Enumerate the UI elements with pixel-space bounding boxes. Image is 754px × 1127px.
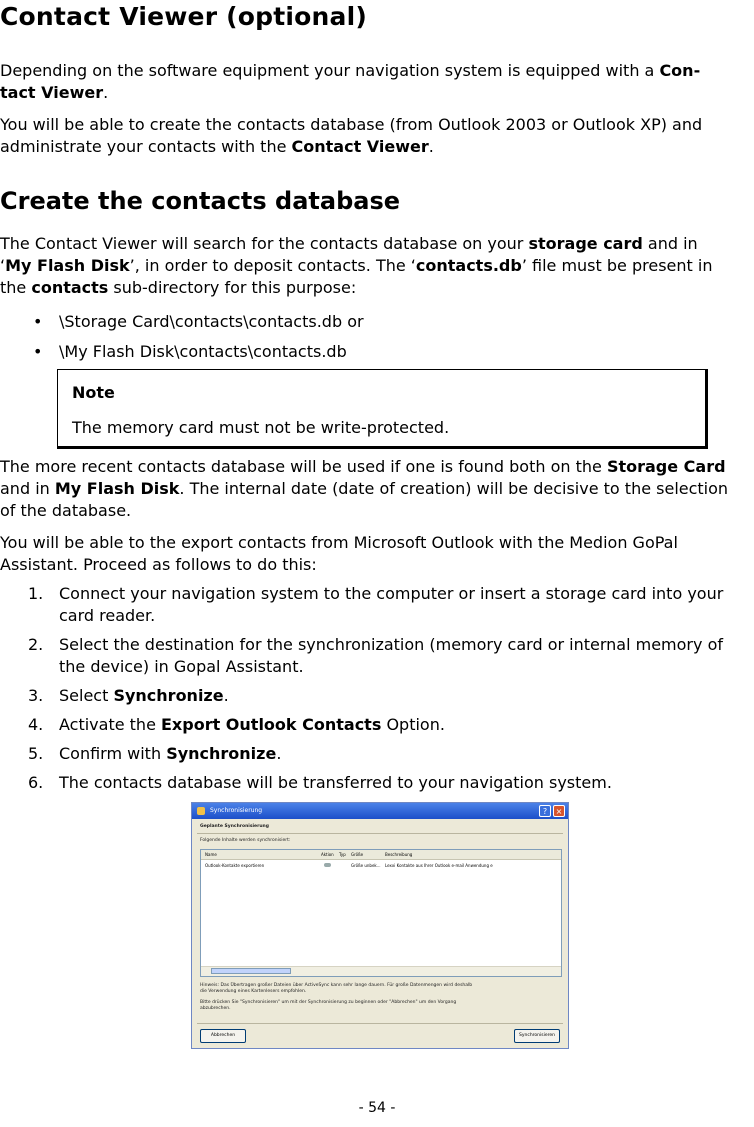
scrollbar-thumb xyxy=(211,968,291,974)
intro-p2-end: . xyxy=(428,137,434,156)
app-icon xyxy=(197,807,205,815)
synchronization-dialog-screenshot xyxy=(191,802,569,1049)
step-4-start: Activate the xyxy=(59,715,161,734)
row-name: Outlook-Kontakte exportieren xyxy=(205,863,265,868)
step-5-end: . xyxy=(276,744,282,763)
help-icon: ? xyxy=(539,805,551,817)
sync-status-icon xyxy=(324,863,331,867)
step-number: 4. xyxy=(28,715,44,734)
step-text xyxy=(59,583,749,627)
dialog-hint-line-4: abzubrechen. xyxy=(200,1006,231,1011)
intro-p1-text: Depending on the software equipment your navigation system is equipped with a xyxy=(0,61,660,80)
step-5-start: Confirm with xyxy=(59,744,167,763)
recent-l2-bold: My Flash Disk xyxy=(54,479,180,498)
dialog-divider xyxy=(197,833,563,834)
create-l3: the xyxy=(0,278,32,297)
create-l3-end: sub-directory for this purpose: xyxy=(108,278,357,297)
step-3-end: . xyxy=(223,686,229,705)
create-paragraph xyxy=(0,233,752,299)
create-l2-quote: ‘ xyxy=(0,256,6,275)
create-l1-end: and in xyxy=(642,234,698,253)
horizontal-scrollbar xyxy=(201,966,561,976)
export-l2: Assistant. Proceed as follows to do this: xyxy=(0,555,317,574)
heading-contact-viewer: Contact Viewer (optional) xyxy=(0,2,367,31)
step-number: 1. xyxy=(28,584,44,603)
create-l2-bold2: contacts.db xyxy=(415,256,522,275)
create-l2-end: ’ file must be present in xyxy=(521,256,713,275)
step-3-bold: Synchronize xyxy=(113,686,224,705)
bullet-icon: • xyxy=(33,312,43,331)
column-header-name: Name xyxy=(205,852,217,857)
step-4-bold: Export Outlook Contacts xyxy=(161,715,382,734)
step-number: 3. xyxy=(28,686,44,705)
step-text xyxy=(59,685,749,707)
step-text xyxy=(59,714,749,736)
intro-p1-bold-1: Con- xyxy=(659,61,701,80)
step-1-line-2: card reader. xyxy=(59,606,156,625)
bullet-text: \Storage Card\contacts\contacts.db or xyxy=(59,312,364,331)
export-paragraph xyxy=(0,532,752,576)
step-5-bold: Synchronize xyxy=(166,744,277,763)
recent-paragraph xyxy=(0,456,752,522)
column-header-description: Beschreibung xyxy=(385,852,413,857)
intro-p1-bold-2: tact Viewer xyxy=(0,83,104,102)
sync-content-list xyxy=(200,849,562,977)
dialog-hint-line-1: Hinweis: Das Übertragen großer Dateien über ActiveSync kann sehr lange dauern. Für große Datenmengen wird deshalb xyxy=(200,983,473,988)
create-l1: The Contact Viewer will search for the contacts database on your xyxy=(0,234,529,253)
intro-p1-end: . xyxy=(103,83,109,102)
intro-p2-text: You will be able to create the contacts database (from Outlook 2003 or Outlook XP) and xyxy=(0,115,703,134)
step-number: 5. xyxy=(28,744,44,763)
list-header xyxy=(201,850,561,860)
step-number: 2. xyxy=(28,635,44,654)
note-text: The memory card must not be write-protected. xyxy=(72,418,450,437)
recent-l2: and in xyxy=(0,479,55,498)
recent-l1: The more recent contacts database will be used if one is found both on the xyxy=(0,457,607,476)
export-l1: You will be able to the export contacts from Microsoft Outlook with the Medion GoPal xyxy=(0,533,678,552)
dialog-title: Synchronisierung xyxy=(210,807,263,814)
recent-l1-bold: Storage Card xyxy=(606,457,726,476)
column-header-size: Größe xyxy=(351,852,364,857)
close-icon: × xyxy=(553,805,565,817)
recent-l3: of the database. xyxy=(0,501,132,520)
row-description: Lexxi Kontakte aus Ihrer Outlook e-mail Anwendung e xyxy=(385,863,493,868)
step-4-end: Option. xyxy=(381,715,445,734)
create-l1-bold: storage card xyxy=(528,234,643,253)
step-3-start: Select xyxy=(59,686,114,705)
intro-p2-bold: Contact Viewer xyxy=(291,137,429,156)
step-text: The contacts database will be transferred to your navigation system. xyxy=(59,773,612,792)
bullet-icon: • xyxy=(33,342,43,361)
create-l2-bold1: My Flash Disk xyxy=(5,256,130,275)
step-1-line-1: Connect your navigation system to the computer or insert a storage card into your xyxy=(59,584,724,603)
dialog-divider xyxy=(197,1023,563,1024)
note-box xyxy=(57,369,708,449)
intro-paragraph-1 xyxy=(0,60,752,104)
create-l3-bold: contacts xyxy=(31,278,109,297)
table-row xyxy=(201,862,561,870)
dialog-section-label: Geplante Synchronisierung xyxy=(200,824,269,829)
page-number: - 54 - xyxy=(358,1100,396,1116)
step-text xyxy=(59,743,749,765)
dialog-hint-line-3: Bitte drücken Sie "Synchronisieren" um mit der Synchronisierung zu beginnen oder "Abbrechen" um den Vorgang xyxy=(200,1000,457,1005)
dialog-titlebar xyxy=(192,803,568,819)
column-header-type: Typ xyxy=(339,852,346,857)
intro-paragraph-2 xyxy=(0,114,752,158)
step-text xyxy=(59,634,749,678)
cancel-button: Abbrechen xyxy=(200,1029,246,1043)
dialog-subtitle: Folgende Inhalte werden synchronisiert: xyxy=(200,838,291,843)
row-size: Größe unbek... xyxy=(351,863,381,868)
bullet-text: \My Flash Disk\contacts\contacts.db xyxy=(59,342,347,361)
step-2-line-2: the device) in Gopal Assistant. xyxy=(59,657,304,676)
create-l2-mid: ’, in order to deposit contacts. The ‘ xyxy=(129,256,416,275)
step-number: 6. xyxy=(28,773,44,792)
step-2-line-1: Select the destination for the synchronization (memory card or internal memory of xyxy=(59,635,723,654)
column-header-action: Aktion xyxy=(321,852,334,857)
synchronize-button: Synchronisieren xyxy=(514,1029,560,1043)
intro-p2-line2: administrate your contacts with the xyxy=(0,137,292,156)
dialog-hint-line-2: die Verwendung eines Kartenlesers empfohlen. xyxy=(200,989,307,994)
recent-l2-end: . The internal date (date of creation) will be decisive to the selection xyxy=(179,479,729,498)
heading-create-database: Create the contacts database xyxy=(0,187,401,215)
note-title: Note xyxy=(72,383,115,402)
